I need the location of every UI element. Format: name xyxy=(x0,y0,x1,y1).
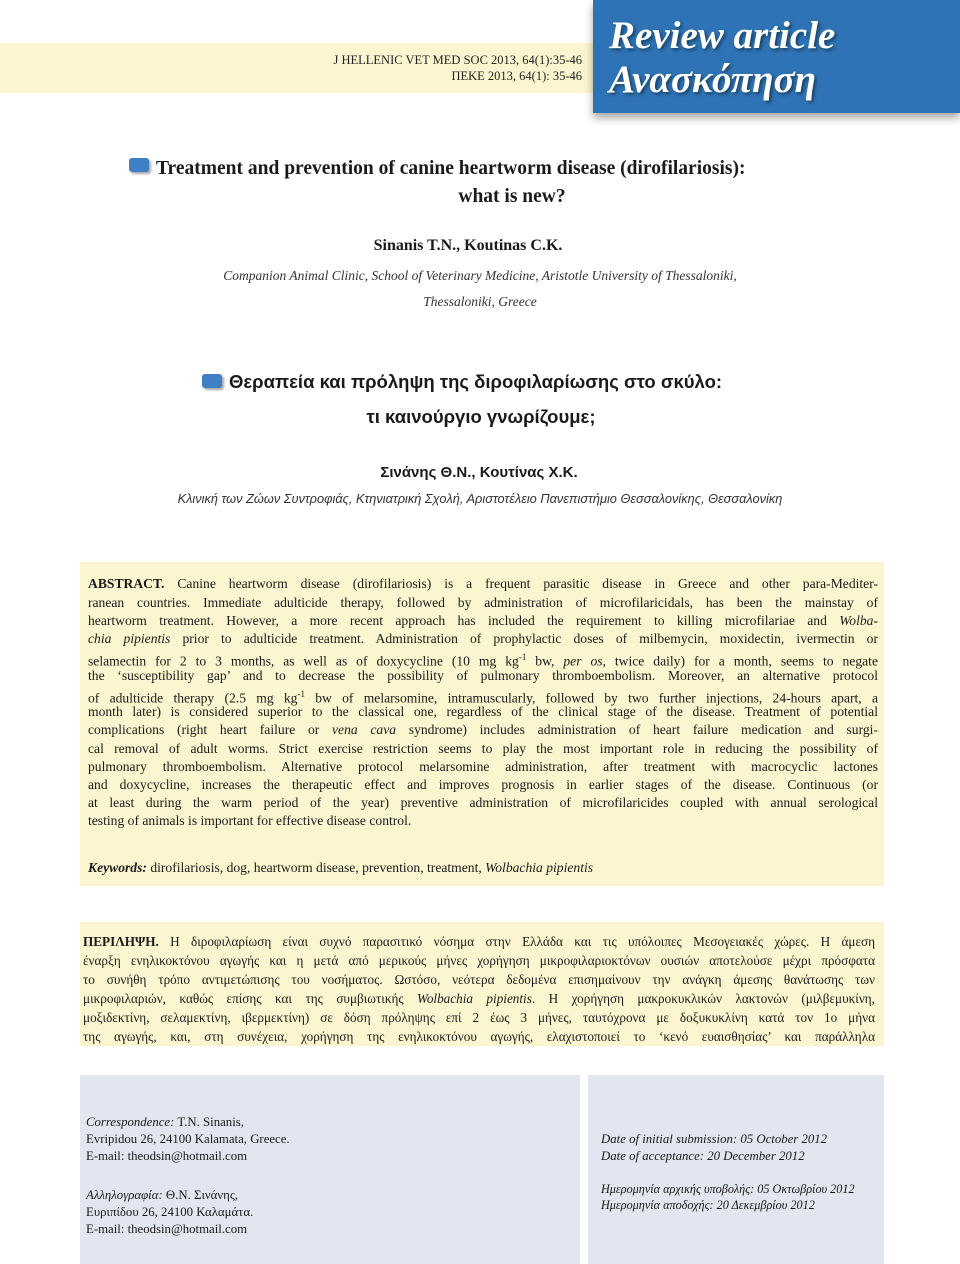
summary-line: της αγωγής, και, στη συνέχεια, χορήγηση της ενηλικοκτόνου αγωγής, ελαχιστοποιεί το ‘κενό ευαισθησίας’ και παράλληλα xyxy=(83,1029,875,1044)
abstract-line: chia pipientis prior to adulticide treatment. Administration of prophylactic doses of milbemycin, moxidectin, ivermectin or xyxy=(88,631,878,646)
abstract-label: ABSTRACT. xyxy=(88,576,165,591)
title-bullet-icon xyxy=(129,158,149,172)
abstract-line: pulmonary thromboembolism. Alternative protocol melarsomine administration, after treatment with macrocyclic lactones xyxy=(88,759,878,774)
summary-line: μοξιδεκτίνη, σελαμεκτίνη, ιβερμεκτίνη) σε δόση πρόληψης επί 2 έως 3 μήνες, ταυτόχρονα με δοξυκυκλίνη κατά τον 1ο μήνα xyxy=(83,1010,875,1025)
date-submission-gr: Ημερομηνία αρχικής υποβολής: 05 Οκτωβρίου 2012 xyxy=(601,1182,855,1196)
title-gr-bullet-icon xyxy=(202,374,222,388)
journal-citation-en: J HELLENIC VET MED SOC 2013, 64(1):35-46 xyxy=(333,53,582,67)
title-en-line1: Treatment and prevention of canine heartworm disease (dirofilariosis): xyxy=(156,158,746,179)
journal-citation-gr: ΠΕΚΕ 2013, 64(1): 35-46 xyxy=(451,69,582,83)
summary-label: ΠΕΡΙΛΗΨΗ. xyxy=(83,934,159,949)
title-en-line2: what is new? xyxy=(458,186,566,207)
abstract-line: testing of animals is important for effective disease control. xyxy=(88,813,412,828)
title-gr-line1: Θεραπεία και πρόληψη της διροφιλαρίωσης στο σκύλο: xyxy=(229,371,723,392)
summary-line: έναρξη ενηλικοκτόνου αγωγής και η μετά από μερικούς μήνες χορήγηση μικροφιλαριοκτόνων ουσιών αποτελούσε μέχρι πρόσφατα xyxy=(83,953,875,968)
affiliation-en-line1: Companion Animal Clinic, School of Veterinary Medicine, Aristotle University of Thessaloniki, xyxy=(223,268,737,283)
correspondence-gr: Αλληλογραφία: Θ.Ν. Σινάνης, xyxy=(86,1188,239,1202)
dates-box xyxy=(588,1075,884,1264)
article-type-gr: Ανασκόπηση xyxy=(609,58,817,101)
abstract-line: heartworm treatment. However, a more recent approach has included the requirement to killing microfilariae and Wolba- xyxy=(88,613,878,628)
article-type-en: Review article xyxy=(609,14,836,57)
summary-line: μικροφιλαριών, καθώς επίσης και της συμβιωτικής Wolbachia pipientis. Η χορήγηση μακροκυκλικών λακτονών (μιλβεμυκίνη, xyxy=(83,991,875,1006)
authors-gr: Σινάνης Θ.Ν., Κουτίνας Χ.Κ. xyxy=(380,464,578,481)
abstract-line: selamectin for 2 to 3 months, as well as of doxycycline (10 mg $kg^{-1}$ bw, per os, twice daily) for a month, seems to negate xyxy=(88,652,878,669)
abstract-line: ranean countries. Immediate adulticide therapy, followed by administration of microfilaricidals, has been the mainstay of xyxy=(88,595,878,610)
affiliation-en-line2: Thessaloniki, Greece xyxy=(423,294,537,309)
correspondence-address: Evripidou 26, 24100 Kalamata, Greece. xyxy=(86,1132,290,1146)
abstract-line: at least during the warm period of the year) preventive administration of microfilaricides coupled with annual serological xyxy=(88,795,878,810)
keywords-label: Keywords: xyxy=(88,860,147,875)
title-gr-line2: τι καινούργιο γνωρίζουμε; xyxy=(366,406,596,427)
abstract-line: month later) is considered superior to the classical one, regardless of the clinical stage of the disease. Treatment of potential xyxy=(88,704,878,719)
date-acceptance-gr: Ημερομηνία αποδοχής: 20 Δεκεμβρίου 2012 xyxy=(601,1198,815,1212)
authors-en: Sinanis T.N., Koutinas C.K. xyxy=(373,237,563,254)
date-acceptance: Date of acceptance: 20 December 2012 xyxy=(601,1149,805,1163)
abstract-line: ABSTRACT. Canine heartworm disease (dirofilariosis) is a frequent parasitic disease in Greece and other para-Mediter- xyxy=(88,576,878,591)
correspondence-gr-email[interactable]: E-mail: theodsin@hotmail.com xyxy=(86,1222,248,1236)
abstract-line: of adulticide therapy (2.5 mg $kg^{-1}$ bw of melarsomine, intramuscularly, followed by two further injections, 24-hours apart, a xyxy=(88,689,878,706)
abstract-line: and doxycycline, increases the therapeutic effect and improves prognosis in earlier stages of the disease. Continuous (or xyxy=(88,777,878,792)
abstract-line: the ‘susceptibility gap’ and to decrease the possibility of pulmonary thromboembolism. Moreover, an alternative protocol xyxy=(88,668,878,683)
date-submission: Date of initial submission: 05 October 2012 xyxy=(601,1132,828,1146)
abstract-line: cal removal of adult worms. Strict exercise restriction seems to play the most important role in reducing the possibility of xyxy=(88,741,878,756)
affiliation-gr: Κλινική των Ζώων Συντροφιάς, Κτηνιατρική Σχολή, Αριστοτέλειο Πανεπιστήμιο Θεσσαλονίκης, Θεσσαλονίκη xyxy=(177,491,783,506)
abstract-line: complications (right heart failure or vena cava syndrome) includes administration of heart failure medication and surgi- xyxy=(88,722,878,737)
correspondence-email[interactable]: E-mail: theodsin@hotmail.com xyxy=(86,1149,248,1163)
summary-line: το συνήθη τρόπο αντιμετώπισης του νοσήματος. Ωστόσο, νεότερα δεδομένα επισημαίνουν την ανάγκη άμεσης θανάτωσης των xyxy=(83,972,875,987)
correspondence-en: Correspondence: T.N. Sinanis, xyxy=(86,1115,244,1129)
correspondence-gr-address: Ευριπίδου 26, 24100 Καλαμάτα. xyxy=(86,1205,254,1219)
journal-citation xyxy=(334,52,583,84)
summary-line: ΠΕΡΙΛΗΨΗ. Η διροφιλαρίωση είναι συχνό παρασιτικό νόσημα στην Ελλάδα και τις υπόλοιπες Μεσογειακές χώρες. Η άμεση xyxy=(83,934,875,949)
article-type-banner xyxy=(593,0,960,113)
keywords: Keywords: dirofilariosis, dog, heartworm disease, prevention, treatment, Wolbachia pipientis xyxy=(88,860,594,875)
